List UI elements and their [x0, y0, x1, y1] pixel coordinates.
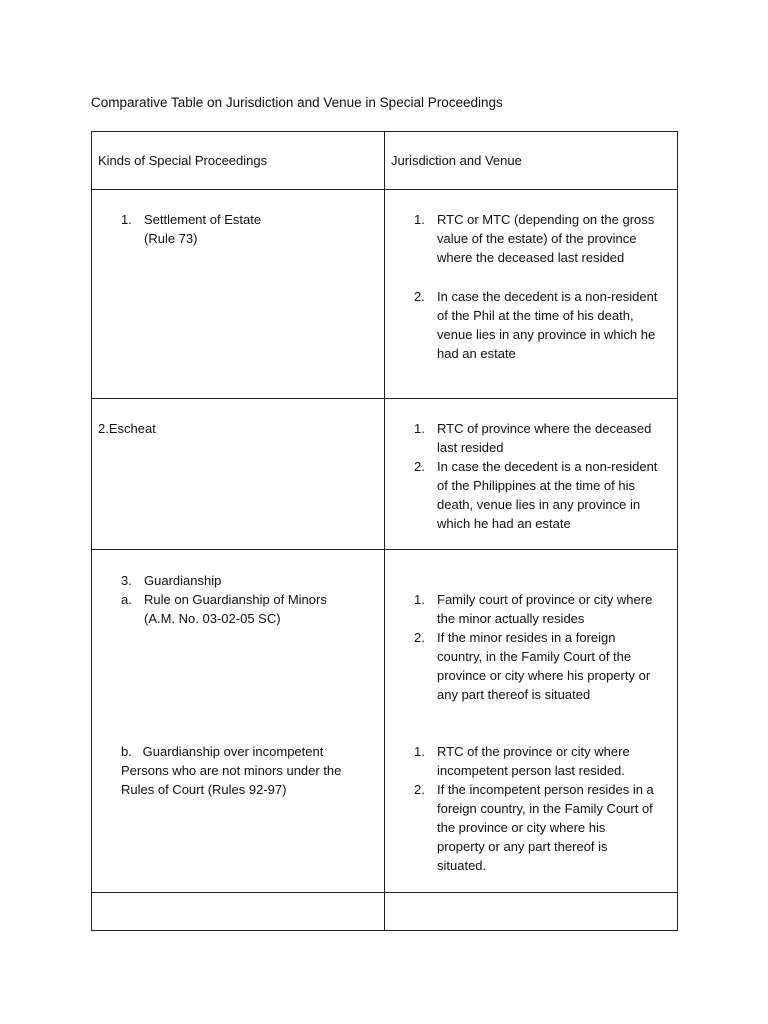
list-number: 2.	[414, 459, 425, 474]
venue-line: RTC of the province or city where	[437, 744, 630, 759]
list-number: 1.	[121, 212, 132, 227]
venue-line: foreign country, in the Family Court of	[437, 801, 653, 816]
page-title: Comparative Table on Jurisdiction and Venue in Special Proceedings	[91, 95, 503, 110]
table-row-settlement-right	[385, 190, 678, 399]
subproceeding-line: (A.M. No. 03-02-05 SC)	[144, 611, 281, 626]
subproceeding-line: Persons who are not minors under the	[121, 763, 342, 778]
venue-line: property or any part thereof is	[437, 839, 608, 854]
table-row-empty-left	[92, 893, 385, 931]
venue-line: country, in the Family Court of the	[437, 649, 632, 664]
subproceeding-line: Rule on Guardianship of Minors	[144, 592, 327, 607]
venue-line: which he had an estate	[437, 516, 571, 531]
list-number: 1.	[414, 212, 425, 227]
venue-line: of the Philippines at the time of his	[437, 478, 636, 493]
list-number: 2.	[414, 289, 425, 304]
header-cell-kinds	[92, 132, 385, 190]
list-number: 2.	[414, 630, 425, 645]
venue-line: RTC of province where the deceased	[437, 421, 652, 436]
list-number: 2.	[414, 782, 425, 797]
venue-line: had an estate	[437, 346, 516, 361]
table-row-empty-right	[385, 893, 678, 931]
venue-line: venue lies in any province in which he	[437, 327, 656, 342]
venue-line: of the Phil at the time of his death,	[437, 308, 634, 323]
list-number: 1.	[414, 421, 425, 436]
subproceeding-line: Rules of Court (Rules 92-97)	[121, 782, 287, 797]
venue-line: In case the decedent is a non-resident	[437, 289, 658, 304]
comparison-table	[91, 131, 678, 931]
list-number: 1.	[414, 592, 425, 607]
proceeding-name: 2.Escheat	[98, 421, 156, 436]
venue-line: In case the decedent is a non-resident	[437, 459, 658, 474]
venue-line: where the deceased last resided	[437, 250, 625, 265]
proceeding-name: Settlement of Estate	[144, 212, 262, 227]
subproceeding-line: b. Guardianship over incompetent	[121, 744, 324, 759]
table-row-settlement-left	[92, 190, 385, 399]
proceeding-name: Guardianship	[144, 573, 222, 588]
header-jurisdiction: Jurisdiction and Venue	[391, 153, 522, 168]
venue-line: If the minor resides in a foreign	[437, 630, 616, 645]
venue-line: the minor actually resides	[437, 611, 585, 626]
table-row-escheat-right	[385, 399, 678, 550]
venue-line: province or city where his property or	[437, 668, 651, 683]
list-letter: a.	[121, 592, 132, 607]
venue-line: If the incompetent person resides in a	[437, 782, 654, 797]
header-cell-jurisdiction	[385, 132, 678, 190]
venue-line: death, venue lies in any province in	[437, 497, 641, 512]
venue-line: situated.	[437, 858, 487, 873]
list-number: 3.	[121, 573, 132, 588]
table-row-guardianship-right	[385, 550, 678, 893]
proceeding-rule: (Rule 73)	[144, 231, 198, 246]
table-row-guardianship-left	[92, 550, 385, 893]
venue-line: the province or city where his	[437, 820, 606, 835]
list-number: 1.	[414, 744, 425, 759]
venue-line: any part thereof is situated	[437, 687, 591, 702]
venue-line: last resided	[437, 440, 504, 455]
table-row-escheat-left	[92, 399, 385, 550]
venue-line: Family court of province or city where	[437, 592, 653, 607]
header-kinds: Kinds of Special Proceedings	[98, 153, 268, 168]
venue-line: value of the estate) of the province	[437, 231, 637, 246]
venue-line: RTC or MTC (depending on the gross	[437, 212, 655, 227]
venue-line: incompetent person last resided.	[437, 763, 625, 778]
